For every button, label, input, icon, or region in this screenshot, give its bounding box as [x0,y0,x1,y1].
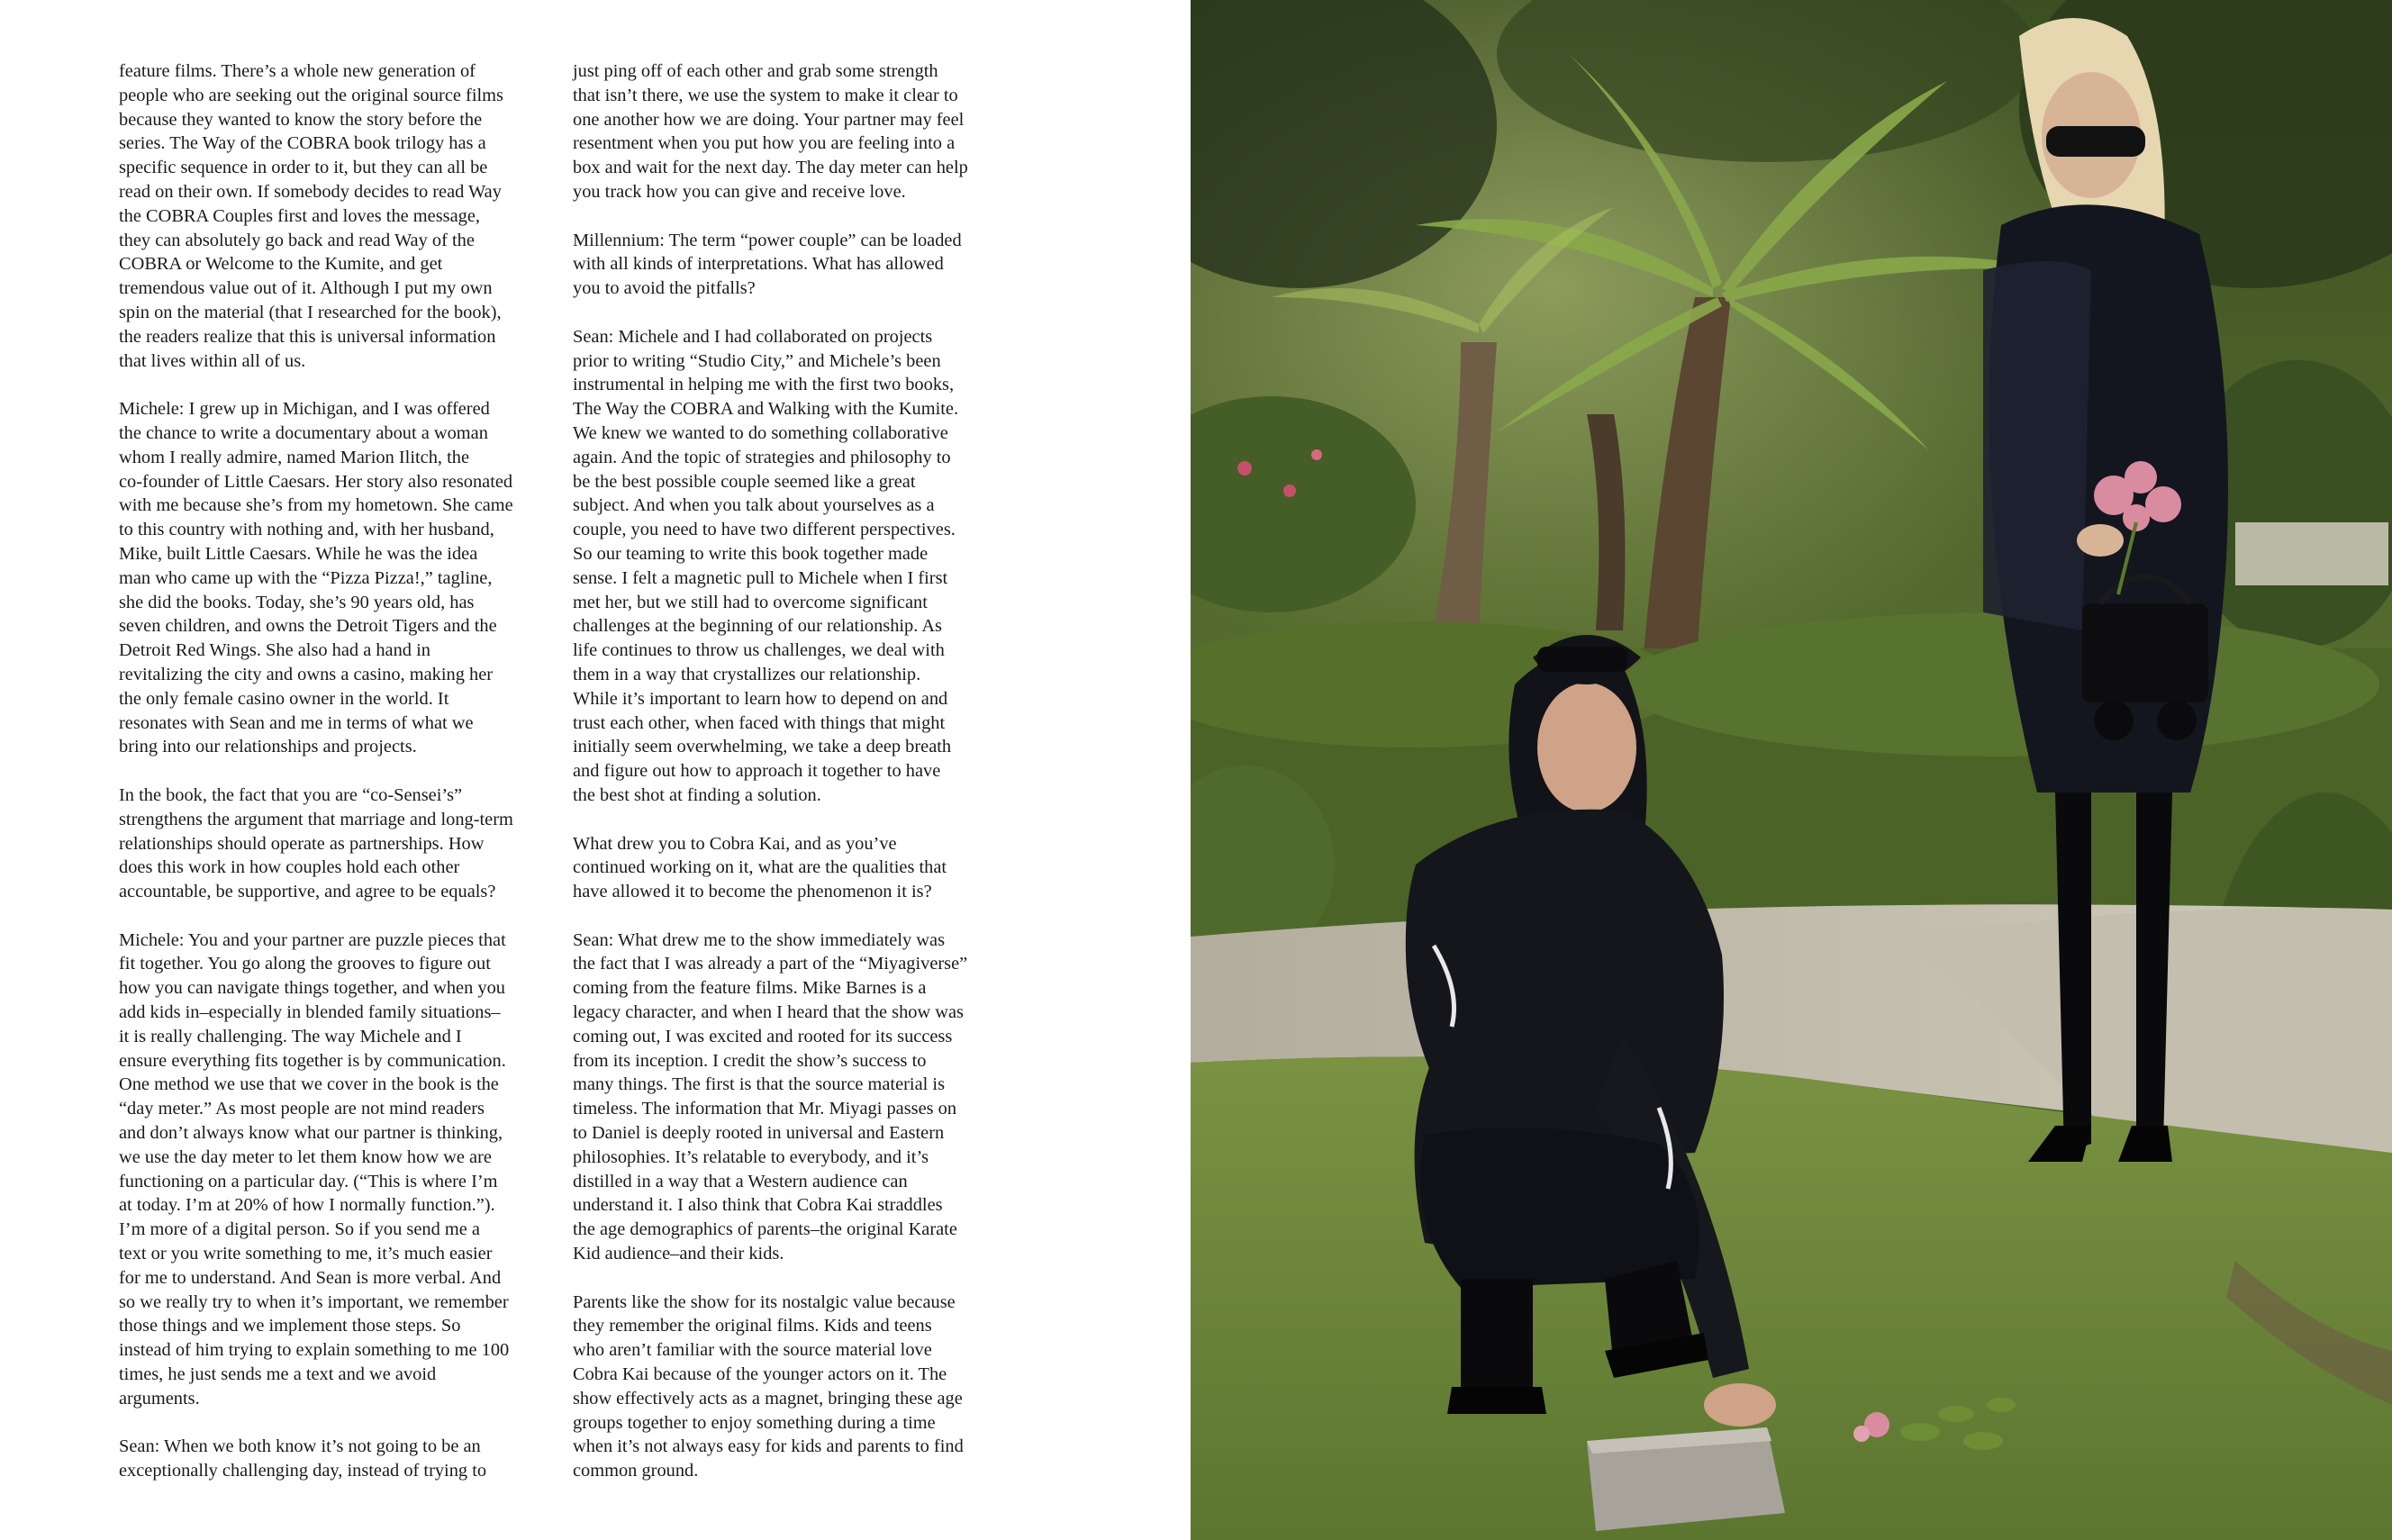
garden-photo [1191,0,2392,1540]
article-column-left [119,59,553,1508]
paragraph: Sean: Michele and I had collaborated on projects prior to writing “Studio City,” and Michele’s been instrumental in helping me with the first two books, The Way the COBRA and Walking with the Kumite. We knew we wanted to do something collaborative again. And the topic of strategies and philosophy to be the best possible couple seemed like a great subject. And when you talk about yourselves as a couple, you need to have two different perspectives. So our teaming to write this book together made sense. I felt a magnetic pull to Michele when I first met her, but we still had to overcome significant challenges at the beginning of our relationship. As life continues to throw us challenges, we deal with them in a way that crystallizes our relationship. While it’s important to learn how to depend on and trust each other, when faced with things that might initially seem overwhelming, we take a deep breath and figure out how to approach it together to have the best shot at finding a solution. [573,326,959,805]
garden-photo-icon [1191,0,2392,1540]
article-text-page [0,0,1191,1540]
paragraph: Michele: You and your partner are puzzle pieces that fit together. You go along the grooves to figure out how you can navigate things together, and when you add kids in–especially in blended family situations– it is really challenging. The way Michele and I ensure everything fits together is by communication. One method we use that we cover in the book is the “day meter.” As most people are not mind readers and don’t always know what our partner is thinking, we use the day meter to let them know how we are functioning on a particular day. (“This is where I’m at today. I’m at 20% of how I normally function.”). I’m more of a digital person. So if you send me a text or you write something to me, it’s much easier for me to understand. And Sean is more verbal. And so we really try to when it’s important, we remember those things and we implement those steps. So instead of him trying to explain something to me 100 times, he just sends me a text and we avoid arguments. [119,929,510,1409]
paragraph: What drew you to Cobra Kai, and as you’ve continued working on it, what are the qualities that have allowed it to become the phenomenon it is? [573,833,947,902]
paragraph: feature films. There’s a whole new generation of people who are seeking out the original source films because they wanted to know the story before the series. The Way of the COBRA book trilogy has a specific sequence in order to it, but they can all be read on their own. If somebody decides to read Way the COBRA Couples first and loves the message, they can absolutely go back and read Way of the COBRA or Welcome to the Kumite, and get tremendous value out of it. Although I put my own spin on the material (that I researched for the book), the readers realize that this is universal information that lives within all of us. [119,61,503,371]
paragraph: just ping off of each other and grab some strength that isn’t there, we use the system to make it clear to one another how we are doing. Your partner may feel resentment when you put how you are feeling into a box and wait for the next day. The day meter can help you track how you can give and receive love. [573,61,968,202]
paragraph: Michele: I grew up in Michigan, and I was offered the chance to write a documentary about a woman whom I really admire, named Marion Ilitch, the co-founder of Little Caesars. Her story also resonated with me because she’s from my hometown. She came to this country with nothing and, with her husband, Mike, built Little Caesars. While he was the idea man who came up with the “Pizza Pizza!,” tagline, she did the books. Today, she’s 90 years old, has seven children, and owns the Detroit Tigers and the Detroit Red Wings. She also had a hand in revitalizing the city and owns a casino, making her the only female casino owner in the world. It resonates with Sean and me in terms of what we bring into our relationships and projects. [119,399,513,757]
paragraph: Millennium: The term “power couple” can be loaded with all kinds of interpretations. What has allowed you to avoid the pitfalls? [573,230,962,299]
paragraph: Sean: When we both know it’s not going to be an exceptionally challenging day, instead of trying to [119,1436,487,1481]
paragraph: In the book, the fact that you are “co-Sensei’s” strengthens the argument that marriage and long-term relationships should operate as partnerships. How does this work in how couples hold each other accountable, be supportive, and agree to be equals? [119,784,513,902]
paragraph: Sean: What drew me to the show immediately was the fact that I was already a part of the “Miyagiverse” coming from the feature films. Mike Barnes is a legacy character, and when I heard that the show was coming out, I was excited and rooted for its success from its inception. I credit the show’s success to many things. The first is that the source material is timeless. The information that Mr. Miyagi passes on to Daniel is deeply rooted in universal and Eastern philosophies. It’s relatable to everybody, and it’s distilled in a way that a Western audience can understand it. I also think that Cobra Kai straddles the age demographics of parents–the original Karate Kid audience–and their kids. [573,929,968,1264]
paragraph: Parents like the show for its nostalgic value because they remember the original films. Kids and teens who aren’t familiar with the source material love Cobra Kai because of the younger actors on it. The show effectively acts as a magnet, bringing these age groups together to enjoy something during a time when it’s not always easy for kids and parents to find common ground. [573,1291,964,1481]
article-column-right [573,59,1012,1508]
